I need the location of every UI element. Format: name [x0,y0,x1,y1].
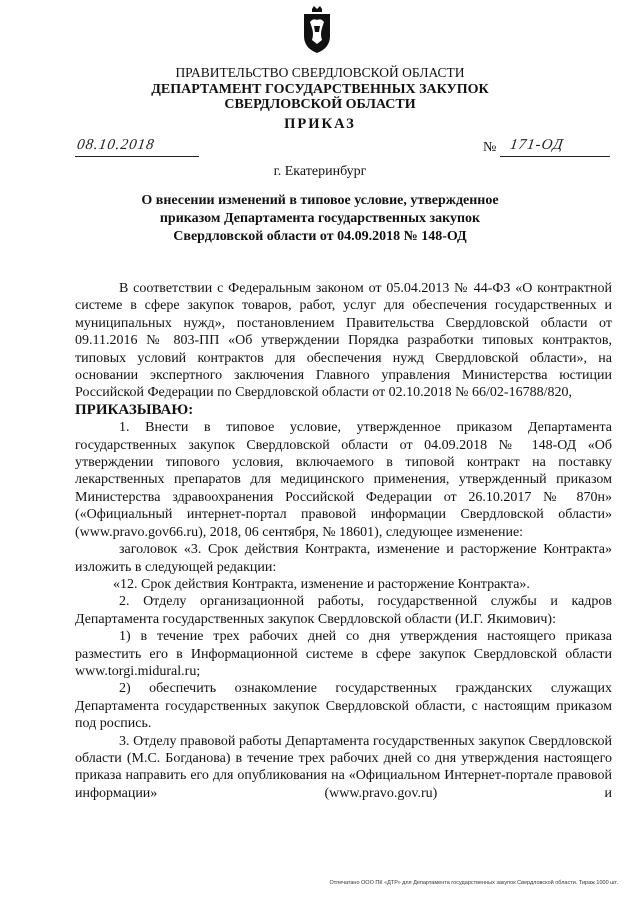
document-title-line-3: Свердловской области от 04.09.2018 № 148-ОД [173,229,467,244]
handwritten-date: 08.10.2018 [75,137,156,153]
document-type: ПРИКАЗ [284,116,356,132]
date-field [75,138,199,157]
document-title-line-2: приказом Департамента государственных закупок [159,211,481,226]
item-1-heading-change: заголовок «3. Срок действия Контракта, изменение и расторжение Контракта» изложить в следующей редакции: [75,542,612,575]
coat-of-arms-icon [300,6,334,54]
document-title-line-1: О внесении изменений в типовое условие, утвержденное [141,193,499,208]
item-2-subitem-1: 1) в течение трех рабочих дней со дня утверждения настоящего приказа разместить его в Информационной системе в сфере закупок Свердловской области www.torgi.midural.ru; [75,629,612,679]
number-label: № [483,140,497,155]
decree-word: ПРИКАЗЫВАЮ: [75,401,194,418]
preamble-paragraph: В соответствии с Федеральным законом от 05.04.2013 № 44-ФЗ «О контрактной системе в сфере закупок товаров, работ, услуг для обеспечения государственных и муниципальных нужд», постановлением Правительства Свердловской области от 09.11.2016 № 803-ПП «Об утверждении Порядка разработки типовых контрактов, типовых условий контрактов для обеспечения нужд Свердловской области», на основании экспертного заключения Главного управления Министерства юстиции Российской Федерации по Свердловской области от 02.10.2018 № 66/02-16788/820, [75,281,612,401]
document-body [75,280,612,802]
item-2-subitem-2: 2) обеспечить ознакомление государственных гражданских служащих Департамента государственных закупок Свердловской области, с настоящим приказом под роспись. [75,681,612,732]
government-name: ПРАВИТЕЛЬСТВО СВЕРДЛОВСКОЙ ОБЛАСТИ [175,65,465,80]
item-3-paragraph: 3. Отделу правовой работы Департамента государственных закупок Свердловской области (М.С. Богданова) в течение трех рабочих дней со дня утверждения настоящего приказа направить его для опубликования на «Официальном Интернет-портале правовой информации» (www.pravo.gov.ru) и [75,733,612,801]
item-2-paragraph: 2. Отделу организационной работы, государственной службы и кадров Департамента государственных закупок Свердловской области (И.Г. Якимович): [75,594,612,627]
city: г. Екатеринбург [273,164,367,179]
department-region: СВЕРДЛОВСКОЙ ОБЛАСТИ [224,97,416,112]
department-name: ДЕПАРТАМЕНТ ГОСУДАРСТВЕННЫХ ЗАКУПОК [151,82,489,97]
number-field [500,138,610,157]
handwritten-number: 171-ОД [508,137,565,153]
print-note: Отпечатано ООО ПК «ДТР» для Департамента государственных закупок Свердловской области. Тираж 1000 шт. [329,880,618,886]
item-1-paragraph: 1. Внести в типовое условие, утвержденное приказом Департамента государственных закупок Свердловской области от 04.09.2018 № 148-ОД «Об утверждении типового условия, включаемого в типовой контракт на поставку лекарственных препаратов для медицинского применения, утвержденный приказом Министерства здравоохранения Российской Федерации от 26.10.2017 № 870н» («Официальный интернет-портал правовой информации Свердловской области» (www.pravo.gov66.ru), 2018, 06 сентября, № 18601), следующее изменение: [75,420,612,540]
item-1-new-heading: «12. Срок действия Контракта, изменение и расторжение Контракта». [113,576,530,592]
